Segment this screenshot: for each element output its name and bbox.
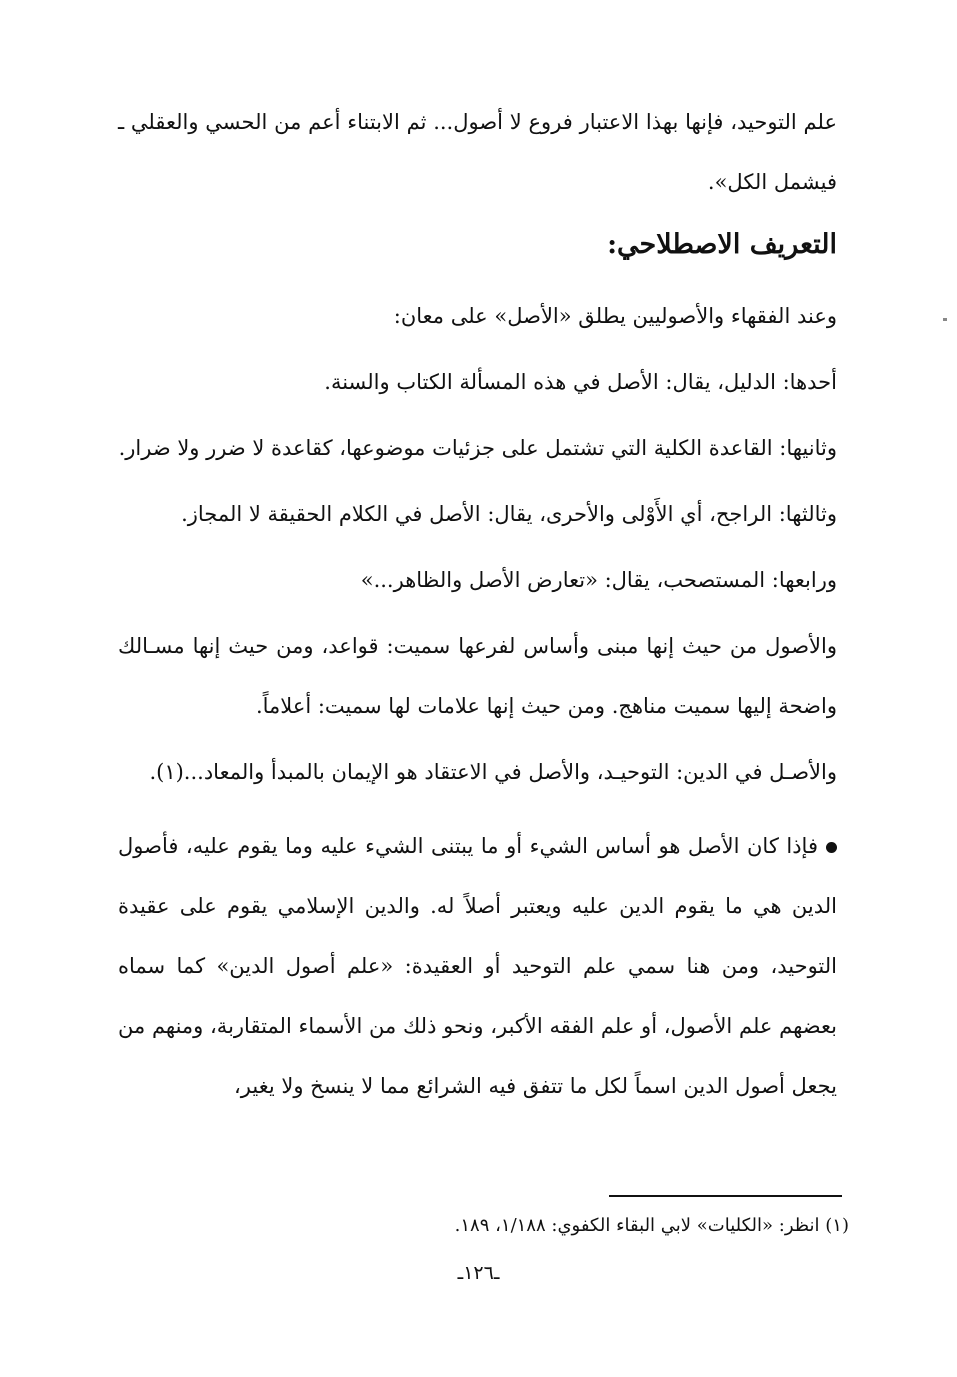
paragraph-bullet-text: فإذا كان الأصل هو أساس الشيء أو ما يبتنى الشيء عليه وما يقوم عليه، فأصول الدين هي ما يقوم الدين عليه ويعتبر أصلاً له. والدين الإسلامي يقوم على عقيدة التوحيد، ومن هنا سمي علم التوحيد أو العقيدة: «علم أصول الدين» كما سماه بعضهم علم الأصول، أو علم الفقه الأكبر، ونحو ذلك من الأسماء المتقاربة، ومنهم من يجعل أصول الدين اسماً لكل ما تتفق فيه الشرائع مما لا ينسخ ولا يغير،: [118, 834, 837, 1098]
paragraph-continuation: علم التوحيد، فإنها بهذا الاعتبار فروع لا أصول... ثم الابتناء أعم من الحسي والعقلي ـ فيشمل الكل».: [118, 110, 837, 194]
footnote: (١) انظر: «الكليات» لابي البقاء الكفوي: ١/١٨٨، ١٨٩.: [454, 1215, 849, 1236]
footnote-divider: [609, 1195, 842, 1197]
paragraph-bullet: [118, 816, 837, 1116]
paragraph-meaning-4: ورابعها: المستصحب، يقال: «تعارض الأصل والظاهر...»: [360, 568, 837, 592]
margin-mark: [943, 318, 947, 321]
paragraph-meaning-2: وثانيها: القاعدة الكلية التي تشتمل على جزئيات موضوعها، كقاعدة لا ضرر ولا ضرار.: [118, 436, 837, 460]
bullet-icon: [826, 842, 837, 853]
paragraph-asl-in-religion: والأصـل في الدين: التوحيـد، والأصل في الاعتقاد هو الإيمان بالمبدأ والمعاد...(١).: [149, 760, 837, 784]
paragraph-meaning-1: أحدها: الدليل، يقال: الأصل في هذه المسألة الكتاب والسنة.: [324, 370, 837, 394]
paragraph-meaning-3: وثالثها: الراجح، أي الأَوْلى والأحرى، يقال: الأصل في الكلام الحقيقة لا المجاز.: [181, 502, 837, 526]
page-number: ـ١٢٦ـ: [457, 1262, 500, 1284]
paragraph-usul-names: والأصول من حيث إنها مبنى وأساس لفرعها سميت: قواعد، ومن حيث إنها مسـالك واضحة إليها سميت مناهج. ومن حيث إنها علامات لها سميت: أعلاماً.: [118, 634, 837, 718]
main-text: [118, 92, 837, 1116]
section-heading: التعريف الاصطلاحي:: [607, 229, 837, 260]
paragraph-intro: وعند الفقهاء والأصوليين يطلق «الأصل» على معان:: [393, 304, 837, 328]
